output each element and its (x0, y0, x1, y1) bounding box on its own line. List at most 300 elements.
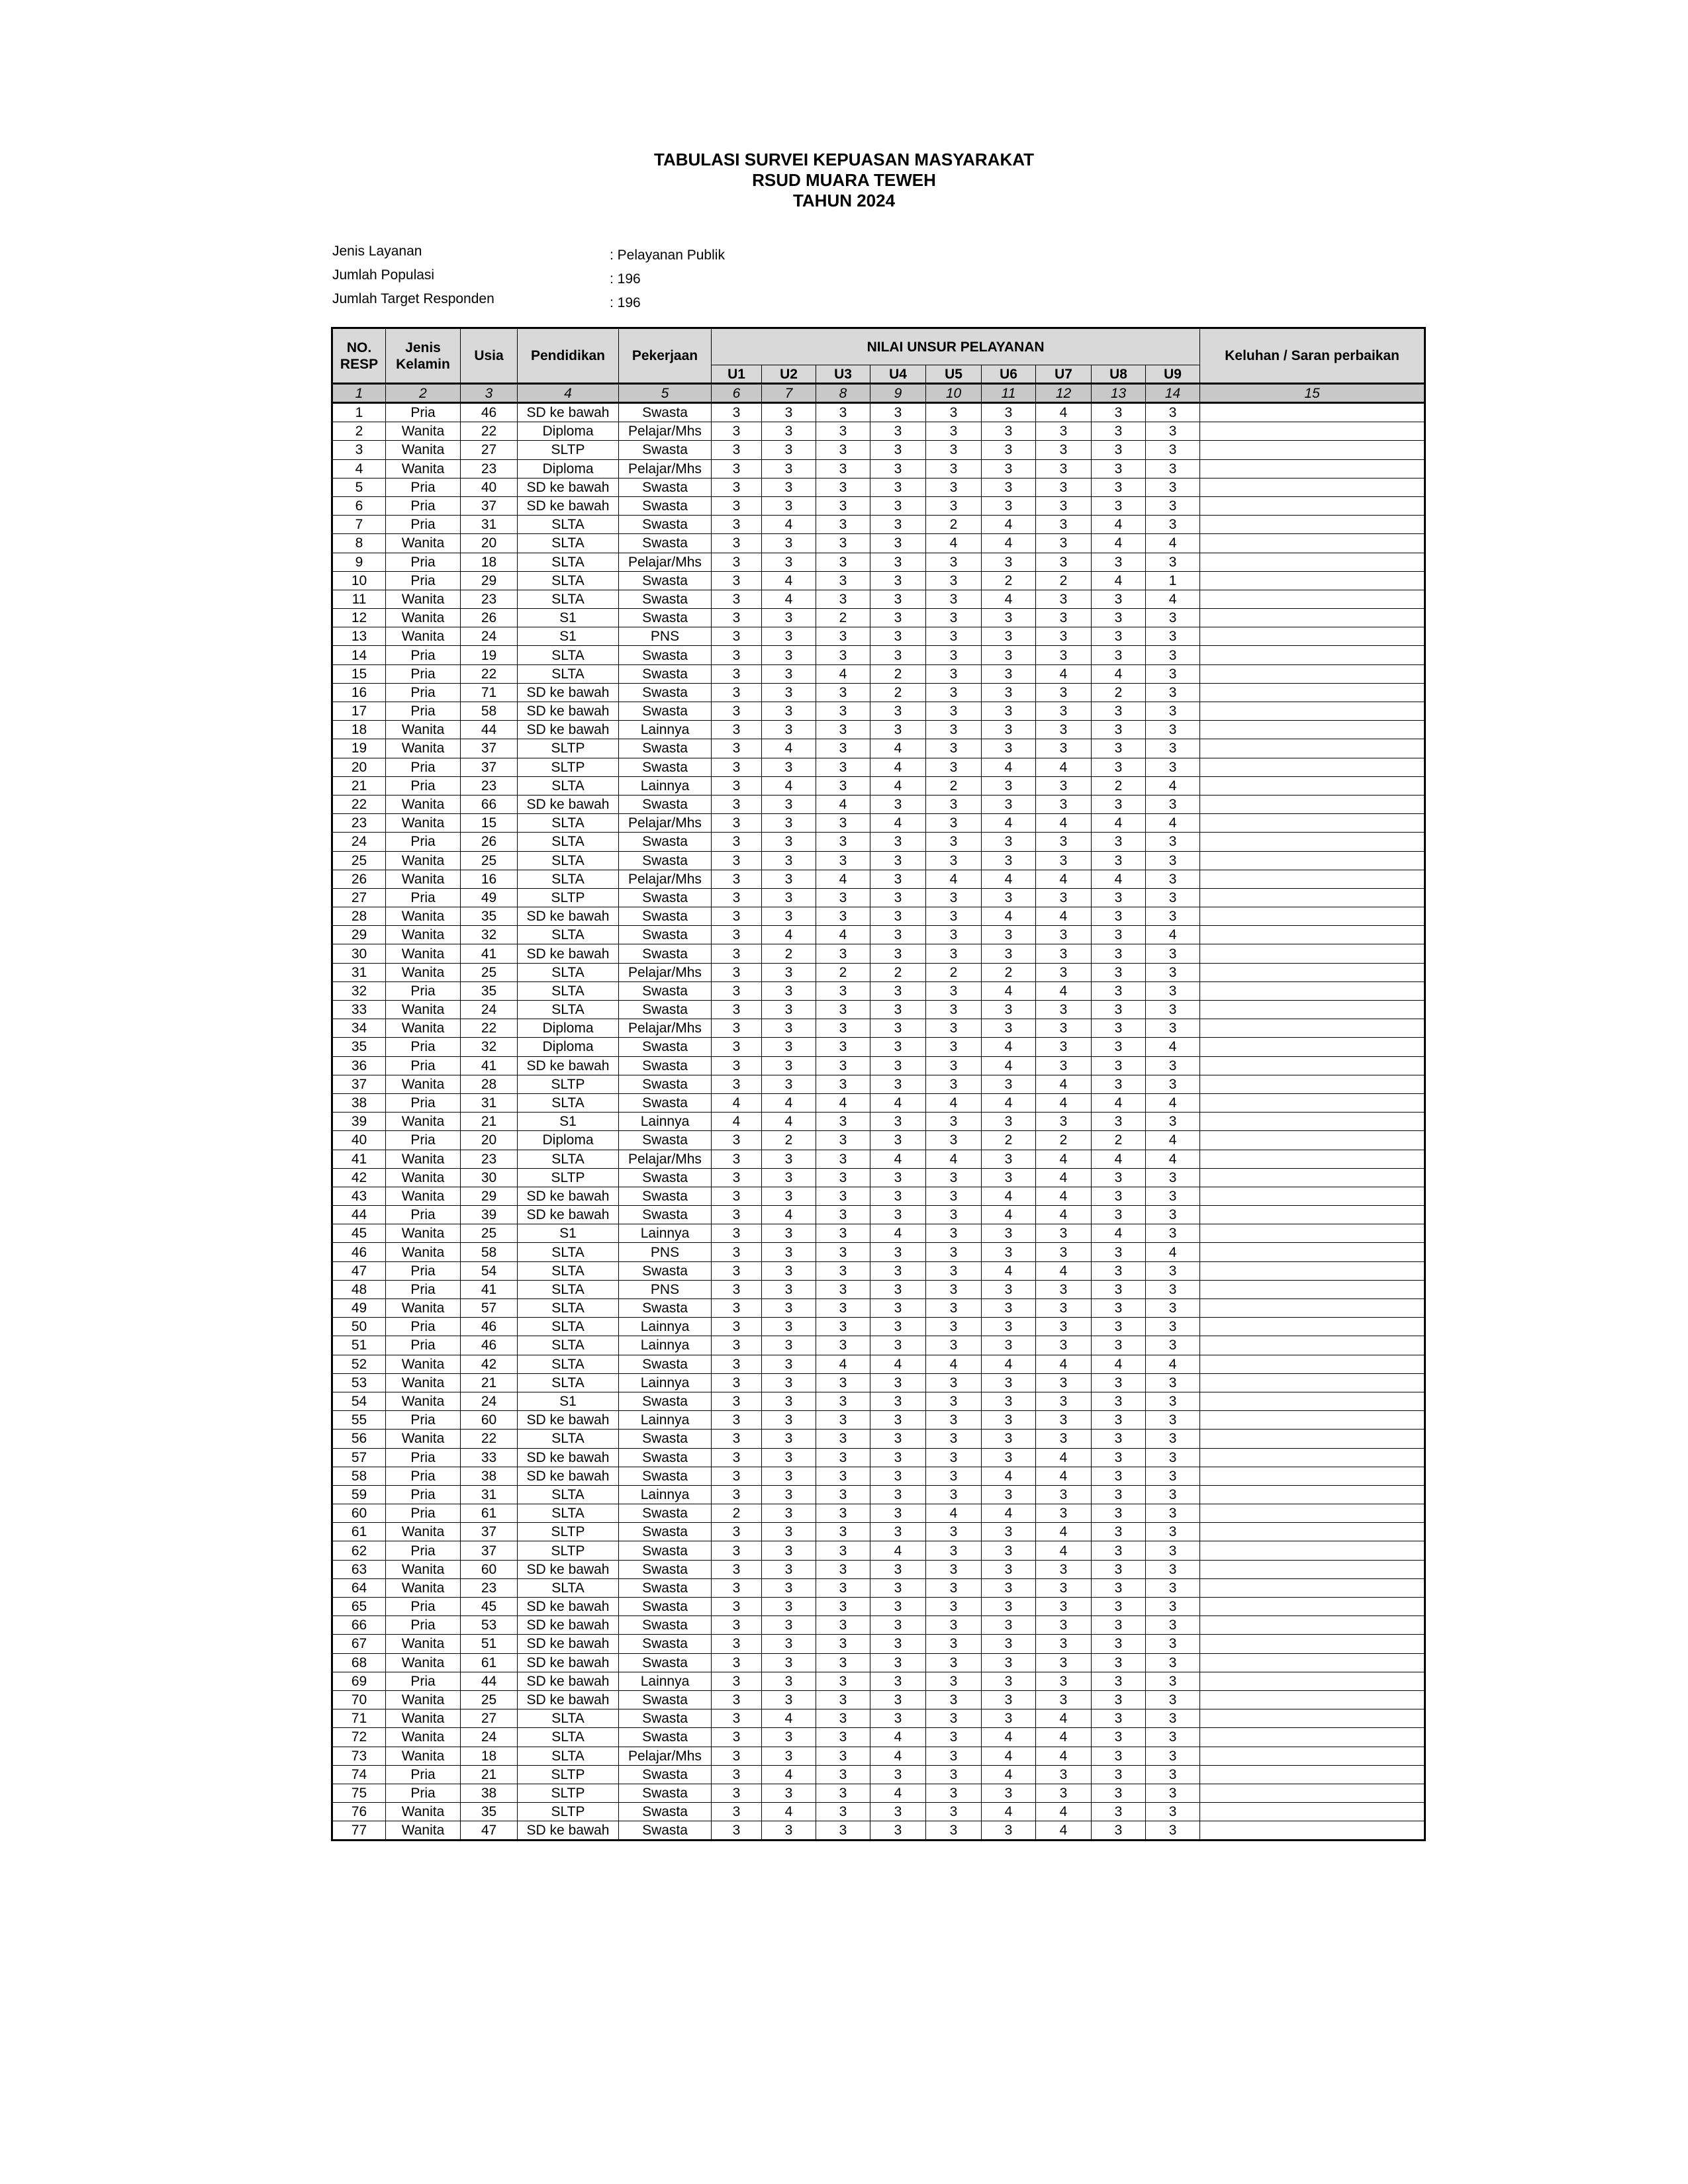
cell-gender: Wanita (386, 1373, 461, 1392)
cell-u2: 3 (762, 1243, 816, 1261)
cell-u6: 3 (982, 1784, 1036, 1802)
cell-gender: Wanita (386, 1224, 461, 1243)
table-row (332, 795, 1425, 813)
cell-u7: 4 (1036, 1075, 1092, 1093)
cell-u1: 3 (712, 1690, 762, 1709)
cell-remarks (1200, 627, 1425, 646)
cell-u1: 3 (712, 1187, 762, 1205)
cell-age: 37 (461, 1523, 518, 1541)
cell-no: 60 (332, 1504, 386, 1523)
cell-u3: 3 (816, 851, 870, 870)
cell-gender: Wanita (386, 1243, 461, 1261)
cell-job: Swasta (619, 944, 712, 963)
cell-u1: 3 (712, 1635, 762, 1653)
cell-u6: 3 (982, 478, 1036, 496)
cell-u1: 3 (712, 683, 762, 702)
cell-u4: 2 (870, 963, 926, 981)
cell-u8: 3 (1092, 590, 1146, 608)
cell-u1: 3 (712, 1318, 762, 1336)
cell-remarks (1200, 1336, 1425, 1355)
cell-remarks (1200, 758, 1425, 776)
cell-u2: 3 (762, 888, 816, 907)
cell-u5: 3 (926, 1299, 982, 1318)
cell-u5: 3 (926, 833, 982, 851)
cell-gender: Pria (386, 553, 461, 571)
cell-u9: 3 (1146, 1560, 1200, 1578)
cell-education: SLTA (518, 1747, 619, 1765)
cell-u3: 3 (816, 534, 870, 553)
cell-u4: 3 (870, 459, 926, 478)
info-label-jumlah-target: Jumlah Target Responden (332, 291, 494, 306)
column-number: 8 (816, 384, 870, 403)
table-row (332, 851, 1425, 870)
cell-remarks (1200, 1765, 1425, 1784)
cell-u6: 3 (982, 1560, 1036, 1578)
cell-gender: Wanita (386, 1747, 461, 1765)
cell-remarks (1200, 963, 1425, 981)
cell-no: 73 (332, 1747, 386, 1765)
cell-age: 40 (461, 478, 518, 496)
cell-u6: 3 (982, 1392, 1036, 1410)
cell-u2: 3 (762, 1001, 816, 1019)
cell-u5: 3 (926, 1523, 982, 1541)
cell-u1: 3 (712, 1168, 762, 1187)
cell-u2: 3 (762, 702, 816, 721)
cell-age: 41 (461, 944, 518, 963)
info-value-jumlah-target: : 196 (610, 295, 641, 310)
cell-u6: 3 (982, 1430, 1036, 1448)
cell-u1: 3 (712, 459, 762, 478)
cell-u2: 3 (762, 1187, 816, 1205)
cell-age: 33 (461, 1448, 518, 1467)
cell-gender: Pria (386, 1598, 461, 1616)
cell-no: 52 (332, 1355, 386, 1373)
cell-u3: 3 (816, 571, 870, 590)
cell-u2: 3 (762, 627, 816, 646)
cell-u3: 3 (816, 1803, 870, 1821)
cell-education: SD ke bawah (518, 1411, 619, 1430)
cell-u2: 3 (762, 646, 816, 664)
cell-u3: 3 (816, 1392, 870, 1410)
cell-u4: 3 (870, 1467, 926, 1485)
cell-u5: 3 (926, 403, 982, 422)
cell-u4: 3 (870, 702, 926, 721)
cell-u4: 4 (870, 1355, 926, 1373)
cell-u5: 3 (926, 1001, 982, 1019)
cell-u8: 3 (1092, 1598, 1146, 1616)
cell-remarks (1200, 1784, 1425, 1802)
cell-education: SD ke bawah (518, 721, 619, 739)
info-value-jenis-layanan: : Pelayanan Publik (610, 248, 725, 263)
cell-job: Swasta (619, 1616, 712, 1635)
cell-u5: 3 (926, 1653, 982, 1672)
table-row (332, 534, 1425, 553)
cell-gender: Wanita (386, 422, 461, 441)
cell-job: Swasta (619, 1430, 712, 1448)
cell-u4: 3 (870, 1206, 926, 1224)
header-keluhan: Keluhan / Saran perbaikan (1200, 328, 1425, 384)
cell-u2: 3 (762, 1411, 816, 1430)
cell-u8: 3 (1092, 926, 1146, 944)
cell-u2: 3 (762, 1784, 816, 1802)
cell-u4: 3 (870, 627, 926, 646)
table-row (332, 1821, 1425, 1841)
cell-u3: 3 (816, 1373, 870, 1392)
table-row (332, 683, 1425, 702)
cell-u2: 3 (762, 833, 816, 851)
header-u2: U2 (762, 365, 816, 384)
cell-u8: 3 (1092, 721, 1146, 739)
table-row (332, 1430, 1425, 1448)
column-number: 7 (762, 384, 816, 403)
cell-education: SLTA (518, 926, 619, 944)
cell-u7: 3 (1036, 851, 1092, 870)
table-row (332, 1803, 1425, 1821)
cell-u1: 3 (712, 870, 762, 888)
table-row (332, 441, 1425, 459)
table-row (332, 1280, 1425, 1298)
cell-u3: 3 (816, 1709, 870, 1728)
cell-u9: 3 (1146, 1578, 1200, 1597)
cell-job: Swasta (619, 1560, 712, 1578)
cell-u6: 4 (982, 1355, 1036, 1373)
cell-u4: 3 (870, 496, 926, 515)
cell-no: 77 (332, 1821, 386, 1841)
column-number: 9 (870, 384, 926, 403)
cell-job: Lainnya (619, 1411, 712, 1430)
cell-u9: 3 (1146, 459, 1200, 478)
cell-u3: 3 (816, 478, 870, 496)
cell-remarks (1200, 496, 1425, 515)
cell-u6: 3 (982, 1578, 1036, 1597)
cell-u8: 3 (1092, 459, 1146, 478)
cell-remarks (1200, 1261, 1425, 1280)
cell-u4: 3 (870, 851, 926, 870)
cell-u1: 3 (712, 422, 762, 441)
cell-job: Swasta (619, 1578, 712, 1597)
cell-u5: 3 (926, 1485, 982, 1504)
cell-u5: 3 (926, 1690, 982, 1709)
cell-u1: 2 (712, 1504, 762, 1523)
cell-u7: 3 (1036, 963, 1092, 981)
cell-u5: 3 (926, 851, 982, 870)
cell-remarks (1200, 851, 1425, 870)
cell-education: SLTP (518, 758, 619, 776)
cell-u6: 3 (982, 1113, 1036, 1131)
cell-u2: 3 (762, 721, 816, 739)
cell-remarks (1200, 1206, 1425, 1224)
cell-no: 53 (332, 1373, 386, 1392)
cell-job: Swasta (619, 1765, 712, 1784)
table-row (332, 1578, 1425, 1597)
cell-u8: 3 (1092, 1318, 1146, 1336)
cell-gender: Wanita (386, 907, 461, 926)
cell-no: 46 (332, 1243, 386, 1261)
cell-job: Swasta (619, 1728, 712, 1747)
cell-u4: 3 (870, 1373, 926, 1392)
cell-no: 5 (332, 478, 386, 496)
cell-education: S1 (518, 1224, 619, 1243)
cell-u6: 3 (982, 1075, 1036, 1093)
cell-u5: 3 (926, 664, 982, 683)
cell-job: Swasta (619, 1635, 712, 1653)
cell-remarks (1200, 1038, 1425, 1056)
table-row (332, 1001, 1425, 1019)
cell-u9: 3 (1146, 758, 1200, 776)
cell-u7: 3 (1036, 1560, 1092, 1578)
cell-u2: 3 (762, 1672, 816, 1690)
cell-gender: Wanita (386, 1168, 461, 1187)
cell-u5: 3 (926, 1598, 982, 1616)
cell-u4: 3 (870, 1709, 926, 1728)
cell-u8: 3 (1092, 963, 1146, 981)
cell-u3: 3 (816, 1635, 870, 1653)
column-number: 1 (332, 384, 386, 403)
cell-remarks (1200, 590, 1425, 608)
cell-u6: 4 (982, 981, 1036, 1000)
cell-u8: 3 (1092, 1616, 1146, 1635)
cell-job: Pelajar/Mhs (619, 814, 712, 833)
cell-u3: 3 (816, 776, 870, 795)
cell-education: SLTP (518, 1784, 619, 1802)
table-row (332, 1560, 1425, 1578)
cell-job: Swasta (619, 496, 712, 515)
table-row (332, 516, 1425, 534)
header-u1: U1 (712, 365, 762, 384)
cell-u8: 4 (1092, 1150, 1146, 1168)
cell-u1: 3 (712, 739, 762, 758)
cell-age: 25 (461, 1690, 518, 1709)
column-number: 14 (1146, 384, 1200, 403)
table-row (332, 1056, 1425, 1075)
cell-no: 54 (332, 1392, 386, 1410)
cell-u2: 3 (762, 1821, 816, 1841)
cell-u6: 4 (982, 1038, 1036, 1056)
cell-remarks (1200, 721, 1425, 739)
table-row (332, 739, 1425, 758)
cell-u7: 3 (1036, 1019, 1092, 1038)
cell-remarks (1200, 664, 1425, 683)
cell-u2: 3 (762, 1336, 816, 1355)
column-number: 3 (461, 384, 518, 403)
cell-u1: 3 (712, 1485, 762, 1504)
cell-remarks (1200, 1280, 1425, 1298)
cell-u7: 3 (1036, 739, 1092, 758)
cell-job: Swasta (619, 1690, 712, 1709)
cell-u8: 4 (1092, 1224, 1146, 1243)
cell-education: Diploma (518, 459, 619, 478)
cell-education: SLTP (518, 1075, 619, 1093)
cell-job: Pelajar/Mhs (619, 870, 712, 888)
cell-gender: Pria (386, 888, 461, 907)
cell-u8: 3 (1092, 1709, 1146, 1728)
cell-u2: 3 (762, 459, 816, 478)
cell-u4: 4 (870, 1150, 926, 1168)
cell-age: 46 (461, 1318, 518, 1336)
cell-u1: 3 (712, 1803, 762, 1821)
cell-remarks (1200, 1131, 1425, 1150)
cell-u4: 3 (870, 422, 926, 441)
cell-education: SLTA (518, 1001, 619, 1019)
cell-education: SLTP (518, 1523, 619, 1541)
cell-education: SLTA (518, 590, 619, 608)
table-row (332, 907, 1425, 926)
cell-education: SLTA (518, 534, 619, 553)
cell-no: 56 (332, 1430, 386, 1448)
cell-u7: 3 (1036, 1653, 1092, 1672)
cell-u6: 3 (982, 1672, 1036, 1690)
cell-no: 7 (332, 516, 386, 534)
cell-u3: 3 (816, 1113, 870, 1131)
cell-u9: 3 (1146, 1467, 1200, 1485)
cell-age: 32 (461, 1038, 518, 1056)
table-row (332, 1467, 1425, 1485)
cell-u5: 3 (926, 1467, 982, 1485)
table-row (332, 590, 1425, 608)
cell-u6: 3 (982, 422, 1036, 441)
cell-age: 57 (461, 1299, 518, 1318)
cell-no: 35 (332, 1038, 386, 1056)
cell-u2: 4 (762, 739, 816, 758)
cell-u6: 3 (982, 1635, 1036, 1653)
cell-u6: 4 (982, 1747, 1036, 1765)
header-u5: U5 (926, 365, 982, 384)
document-title (0, 150, 1688, 211)
cell-u3: 4 (816, 870, 870, 888)
header-u3: U3 (816, 365, 870, 384)
cell-u8: 3 (1092, 1336, 1146, 1355)
cell-education: SLTA (518, 1373, 619, 1392)
cell-age: 18 (461, 553, 518, 571)
cell-gender: Wanita (386, 1690, 461, 1709)
cell-u6: 3 (982, 664, 1036, 683)
cell-u7: 3 (1036, 1616, 1092, 1635)
cell-u8: 3 (1092, 1411, 1146, 1430)
cell-u7: 2 (1036, 1131, 1092, 1150)
cell-age: 19 (461, 646, 518, 664)
cell-gender: Pria (386, 1616, 461, 1635)
cell-u7: 3 (1036, 422, 1092, 441)
column-number: 6 (712, 384, 762, 403)
cell-gender: Wanita (386, 1113, 461, 1131)
cell-u3: 3 (816, 907, 870, 926)
cell-no: 2 (332, 422, 386, 441)
cell-u9: 3 (1146, 609, 1200, 627)
cell-u9: 3 (1146, 1635, 1200, 1653)
cell-u9: 3 (1146, 664, 1200, 683)
cell-u8: 3 (1092, 1280, 1146, 1298)
cell-u5: 3 (926, 1747, 982, 1765)
info-label-jumlah-populasi: Jumlah Populasi (332, 267, 435, 283)
cell-u8: 3 (1092, 1821, 1146, 1841)
cell-no: 24 (332, 833, 386, 851)
cell-u8: 3 (1092, 1373, 1146, 1392)
cell-u4: 3 (870, 1280, 926, 1298)
cell-age: 71 (461, 683, 518, 702)
header-nilai-unsur: NILAI UNSUR PELAYANAN (712, 328, 1200, 365)
cell-u2: 3 (762, 664, 816, 683)
cell-education: SD ke bawah (518, 944, 619, 963)
cell-u2: 4 (762, 1803, 816, 1821)
cell-u8: 3 (1092, 1467, 1146, 1485)
cell-u4: 3 (870, 1392, 926, 1410)
cell-u8: 3 (1092, 739, 1146, 758)
cell-gender: Wanita (386, 1187, 461, 1205)
cell-u9: 3 (1146, 721, 1200, 739)
cell-u3: 3 (816, 1206, 870, 1224)
cell-remarks (1200, 1635, 1425, 1653)
cell-remarks (1200, 1709, 1425, 1728)
cell-gender: Pria (386, 758, 461, 776)
cell-job: Swasta (619, 1206, 712, 1224)
cell-gender: Pria (386, 1485, 461, 1504)
cell-u2: 3 (762, 1299, 816, 1318)
column-number: 10 (926, 384, 982, 403)
cell-age: 38 (461, 1467, 518, 1485)
cell-remarks (1200, 1541, 1425, 1560)
cell-u7: 4 (1036, 1355, 1092, 1373)
cell-job: Swasta (619, 1001, 712, 1019)
cell-u1: 3 (712, 1038, 762, 1056)
cell-u3: 3 (816, 1075, 870, 1093)
cell-u2: 4 (762, 590, 816, 608)
cell-gender: Wanita (386, 1709, 461, 1728)
cell-gender: Wanita (386, 721, 461, 739)
cell-no: 37 (332, 1075, 386, 1093)
cell-u5: 3 (926, 1821, 982, 1841)
cell-u1: 3 (712, 1598, 762, 1616)
cell-u2: 3 (762, 1318, 816, 1336)
cell-u8: 3 (1092, 1075, 1146, 1093)
cell-gender: Pria (386, 1411, 461, 1430)
cell-age: 25 (461, 1224, 518, 1243)
cell-u9: 4 (1146, 534, 1200, 553)
cell-job: Swasta (619, 1168, 712, 1187)
cell-u4: 3 (870, 1765, 926, 1784)
cell-u2: 3 (762, 758, 816, 776)
cell-u9: 3 (1146, 870, 1200, 888)
table-row (332, 758, 1425, 776)
cell-u5: 3 (926, 1168, 982, 1187)
cell-age: 41 (461, 1056, 518, 1075)
cell-u6: 3 (982, 646, 1036, 664)
cell-u5: 4 (926, 1093, 982, 1112)
cell-education: SD ke bawah (518, 1448, 619, 1467)
table-row (332, 1728, 1425, 1747)
cell-gender: Pria (386, 1765, 461, 1784)
cell-u4: 3 (870, 1187, 926, 1205)
cell-gender: Wanita (386, 944, 461, 963)
cell-education: Diploma (518, 1019, 619, 1038)
cell-u6: 4 (982, 1206, 1036, 1224)
column-number-row (332, 384, 1425, 403)
cell-u7: 4 (1036, 1093, 1092, 1112)
cell-u1: 3 (712, 1448, 762, 1467)
cell-no: 29 (332, 926, 386, 944)
cell-u7: 3 (1036, 646, 1092, 664)
cell-u1: 3 (712, 1709, 762, 1728)
cell-u7: 3 (1036, 496, 1092, 515)
cell-u3: 3 (816, 739, 870, 758)
cell-u3: 3 (816, 1224, 870, 1243)
cell-gender: Wanita (386, 441, 461, 459)
cell-remarks (1200, 1318, 1425, 1336)
cell-age: 28 (461, 1075, 518, 1093)
cell-remarks (1200, 1075, 1425, 1093)
cell-no: 68 (332, 1653, 386, 1672)
cell-u3: 3 (816, 1784, 870, 1802)
cell-remarks (1200, 1485, 1425, 1504)
